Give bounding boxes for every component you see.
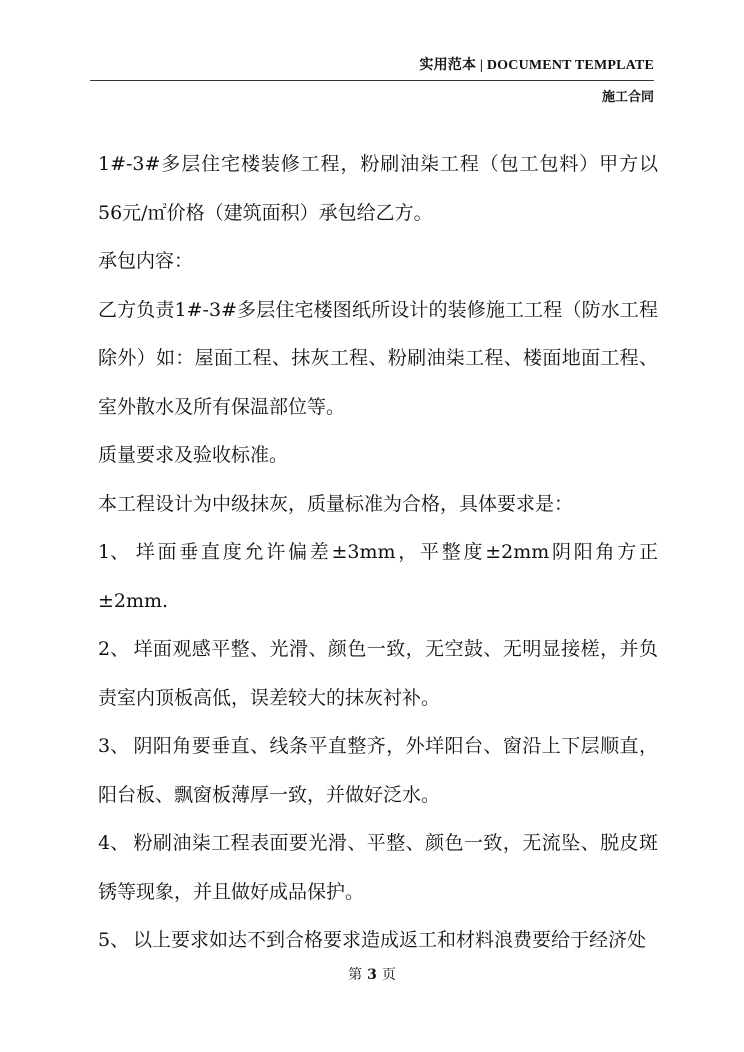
- page-label-suffix: 页: [381, 967, 396, 983]
- page-footer: [0, 964, 744, 984]
- document-category: 施工合同: [601, 90, 654, 105]
- header-divider: [90, 80, 654, 81]
- document-body: [98, 140, 658, 965]
- page-label-prefix: 第: [348, 967, 363, 983]
- work-scope-paragraph: 乙方负责1#-3#多层住宅楼图纸所设计的装修施工工程（防水工程除外）如：屋面工程、抹灰工程、粉刷油柒工程、楼面地面工程、室外散水及所有保温部位等。: [98, 298, 658, 418]
- requirement-item: [98, 722, 658, 819]
- requirement-text: 垟面垂直度允许偏差±3mm，平整度±2mm阴阳角方正±2mm.: [98, 541, 658, 612]
- requirement-number: 1、: [98, 541, 130, 563]
- requirement-text: 阴阳角要垂直、线条平直整齐，外垟阳台、窗沿上下层顺直，阳台板、飘窗板薄厚一致，并做好泛水。: [98, 735, 658, 806]
- requirement-number: 4、: [98, 832, 130, 854]
- requirement-text: 粉刷油柒工程表面要光滑、平整、颜色一致，无流坠、脱皮斑锈等现象，并且做好成品保护。: [98, 832, 658, 903]
- requirement-item: [98, 625, 658, 722]
- quality-standard-intro: 本工程设计为中级抹灰，质量标准为合格，具体要求是：: [98, 492, 574, 515]
- requirement-item: [98, 819, 658, 916]
- requirement-text: 垟面观感平整、光滑、颜色一致，无空鼓、无明显接槎，并负责室内顶板高低，误差较大的抹灰衬补。: [98, 638, 658, 709]
- document-header-title: 实用范本 | DOCUMENT TEMPLATE: [419, 58, 654, 73]
- page-number: 3: [367, 967, 377, 983]
- requirement-text: 以上要求如达不到合格要求造成返工和材料浪费要给于经济处: [133, 929, 647, 951]
- quality-standard-heading: 质量要求及验收标准。: [98, 444, 289, 466]
- requirement-number: 5、: [98, 929, 130, 951]
- contract-content-heading: 承包内容：: [98, 250, 194, 272]
- requirement-number: 3、: [98, 735, 130, 757]
- project-scope-paragraph: 1#-3#多层住宅楼装修工程，粉刷油柒工程（包工包料）甲方以56元/㎡价格（建筑面积）承包给乙方。: [98, 153, 658, 224]
- requirement-item: [98, 528, 658, 625]
- requirement-number: 2、: [98, 638, 130, 660]
- requirement-item: [98, 916, 658, 965]
